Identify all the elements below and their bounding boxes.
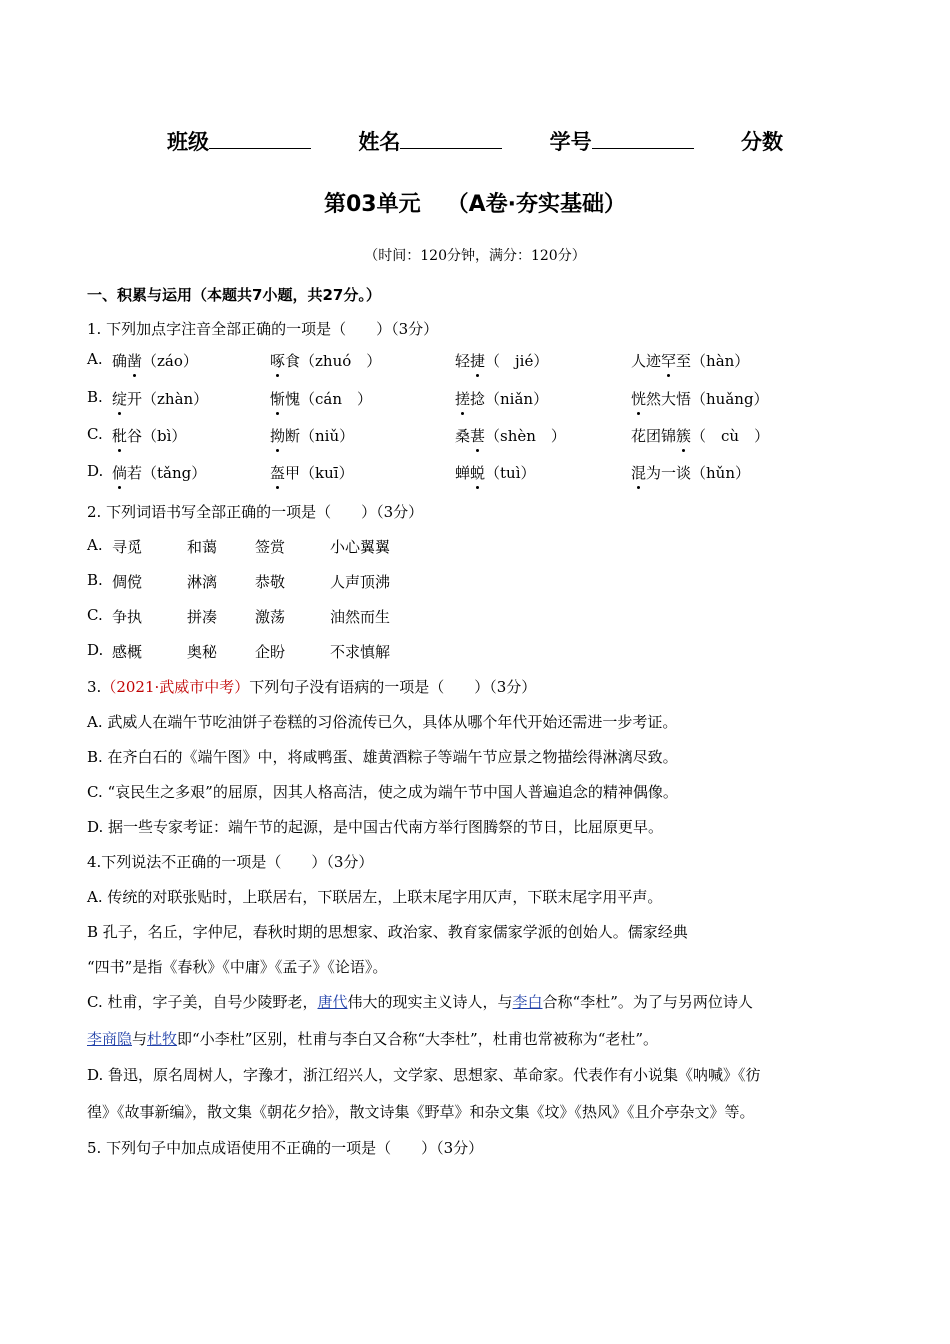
question-1-option [87, 388, 769, 408]
dotted-character: 搓 [455, 390, 471, 408]
option-word: 签赏 [255, 538, 286, 556]
question-5-stem: 5. 下列句子中加点成语使用不正确的一项是（ ）（3分） [87, 1139, 484, 1157]
question-2-option [87, 571, 391, 591]
question-4-stem: 4.下列说法不正确的一项是（ ）（3分） [87, 853, 374, 871]
option-word: 激荡 [255, 608, 286, 626]
question-3-stem: 3.（2021·武威市中考）下列句子没有语病的一项是（ ）（3分） [87, 678, 537, 696]
item-pinyin: 愧（cán ） [285, 390, 373, 408]
question-3-option-b: B. 在齐白石的《端午图》中，将咸鸭蛋、雄黄酒粽子等端午节应景之物描绘得淋漓尽致。 [87, 748, 678, 766]
pinyin-item [631, 462, 750, 483]
item-pinyin: （ jié） [485, 352, 549, 370]
option-label: C. [87, 606, 103, 624]
item-pinyin: （záo） [142, 352, 198, 370]
pinyin-item [112, 388, 208, 409]
pinyin-item [455, 462, 536, 483]
option-word: 感概 [112, 643, 143, 661]
option-label: C. [87, 425, 103, 443]
question-3-option-a: A. 武威人在端午节吃油饼子卷糕的习俗流传已久，具体从哪个年代开始还需进一步考证。 [87, 713, 678, 731]
name-blank [400, 130, 502, 149]
link-li-bai[interactable]: 李白 [512, 993, 543, 1011]
dotted-character: 簇 [676, 427, 692, 445]
dotted-character: 倘 [112, 464, 128, 482]
option-word: 油然而生 [330, 608, 391, 626]
pinyin-item [455, 350, 548, 371]
option-word: 倜傥 [112, 573, 143, 591]
item-pinyin: 断（niǔ） [285, 427, 355, 445]
pinyin-item [631, 425, 769, 446]
option-word: 奥秘 [187, 643, 218, 661]
pinyin-item [112, 425, 186, 446]
option-word: 人声顶沸 [330, 573, 391, 591]
dotted-character: 凿 [127, 352, 143, 370]
option-word: 淋漓 [187, 573, 218, 591]
link-li-shangyin[interactable]: 李商隐 [87, 1030, 133, 1048]
pinyin-item [270, 388, 372, 409]
question-4-option-a: A. 传统的对联张贴时，上联居右，下联居左，上联末尾字用仄声，下联末尾字用平声。 [87, 888, 663, 906]
section-heading: 一、积累与运用（本题共7小题，共27分。） [87, 286, 381, 304]
link-du-mu[interactable]: 杜牧 [147, 1030, 178, 1048]
item-pinyin: 为一谈（hǔn） [646, 464, 750, 482]
dotted-character: 恍 [631, 390, 647, 408]
option-label: D. [87, 641, 104, 659]
pinyin-item [270, 425, 354, 446]
option-word: 不求慎解 [330, 643, 391, 661]
question-4-option-d-line1: D. 鲁迅，原名周树人，字豫才，浙江绍兴人，文学家、思想家、革命家。代表作有小说集《呐喊》《彷 [87, 1066, 761, 1084]
score-field: 分数 [740, 130, 783, 154]
item-pinyin: 捻（niǎn） [470, 390, 549, 408]
item-text: 轻 [455, 352, 471, 370]
question-4-option-b-line2: “四书”是指《春秋》《中庸》《孟子》《论语》。 [87, 958, 388, 976]
item-pinyin: 谷（bì） [127, 427, 187, 445]
dotted-character: 捷 [470, 352, 486, 370]
pinyin-item [270, 350, 381, 371]
item-pinyin: （tuì） [485, 464, 536, 482]
pinyin-item [631, 388, 769, 409]
question-1-stem: 1. 下列加点字注音全部正确的一项是（ ）（3分） [87, 320, 439, 338]
student-id-blank [592, 130, 694, 149]
name-field[interactable]: 姓名 [358, 126, 502, 156]
exam-time-info: （时间：120分钟，满分：120分） [364, 248, 586, 264]
page-title: 第03单元 （A卷·夯实基础） [323, 192, 626, 217]
item-text: 确 [112, 352, 128, 370]
student-id-field[interactable]: 学号 [550, 126, 694, 156]
question-2-option [87, 606, 391, 626]
option-word: 恭敬 [255, 573, 286, 591]
option-word: 小心翼翼 [330, 538, 391, 556]
link-tang-dynasty[interactable]: 唐代 [317, 993, 348, 1011]
pinyin-item [631, 350, 749, 371]
question-2-option [87, 536, 391, 556]
item-pinyin: 开（zhàn） [127, 390, 209, 408]
option-word: 寻觅 [112, 538, 143, 556]
dotted-character: 惭 [270, 390, 286, 408]
class-blank [209, 130, 311, 149]
question-1-option [87, 462, 750, 482]
dotted-character: 混 [631, 464, 647, 482]
item-pinyin: 食（zhuó ） [285, 352, 382, 370]
question-3-option-d: D. 据一些专家考证：端午节的起源，是中国古代南方举行图腾祭的节日，比屈原更早。 [87, 818, 664, 836]
option-word: 企盼 [255, 643, 286, 661]
item-text: 花团锦 [631, 427, 677, 445]
item-pinyin: 然大悟（huǎng） [646, 390, 769, 408]
item-text: 蝉 [455, 464, 471, 482]
option-label: A. [87, 350, 103, 368]
dotted-character: 蜕 [470, 464, 486, 482]
dotted-character: 罕 [661, 352, 677, 370]
dotted-character: 葚 [470, 427, 486, 445]
dotted-character: 拗 [270, 427, 286, 445]
option-word: 拼凑 [187, 608, 218, 626]
option-label: A. [87, 536, 103, 554]
question-4-option-d-line2: 徨》《故事新编》，散文集《朝花夕拾》，散文诗集《野草》和杂文集《坟》《热风》《且介亭杂文》等。 [87, 1103, 755, 1121]
dotted-character: 绽 [112, 390, 128, 408]
pinyin-item [270, 462, 354, 483]
item-text: 人迹 [631, 352, 662, 370]
item-text: 桑 [455, 427, 471, 445]
option-label: B. [87, 388, 103, 406]
dotted-character: 啄 [270, 352, 286, 370]
question-4-option-c-line2: 李商隐与杜牧即“小李杜”区别，杜甫与李白又合称“大李杜”，杜甫也常被称为“老杜”。 [87, 1030, 659, 1048]
dotted-character: 盔 [270, 464, 286, 482]
option-label: B. [87, 571, 103, 589]
question-1-option [87, 425, 770, 445]
item-pinyin: 若（tǎng） [127, 464, 207, 482]
pinyin-item [455, 388, 548, 409]
option-word: 争执 [112, 608, 143, 626]
item-pinyin: （ cù ） [691, 427, 770, 445]
item-pinyin: 甲（kuī） [285, 464, 354, 482]
dotted-character: 秕 [112, 427, 128, 445]
class-field[interactable]: 班级 [167, 126, 311, 156]
question-4-option-b-line1: B 孔子，名丘，字仲尼，春秋时期的思想家、政治家、教育家儒家学派的创始人。儒家经典 [87, 923, 688, 941]
option-label: D. [87, 462, 104, 480]
option-word: 和蔼 [187, 538, 218, 556]
question-2-stem: 2. 下列词语书写全部正确的一项是（ ）（3分） [87, 503, 424, 521]
question-1-option [87, 350, 750, 370]
pinyin-item [112, 350, 198, 371]
item-pinyin: （shèn ） [485, 427, 566, 445]
question-3-option-c: C. “哀民生之多艰”的屈原，因其人格高洁，使之成为端午节中国人普遍追念的精神偶像。 [87, 783, 678, 801]
question-2-option [87, 641, 391, 661]
question-4-option-c-line1: C. 杜甫，字子美，自号少陵野老，唐代伟大的现实主义诗人，与李白合称“李杜”。为了与另两位诗人 [87, 993, 753, 1011]
pinyin-item [112, 462, 206, 483]
item-pinyin: 至（hàn） [676, 352, 750, 370]
question-source: （2021·武威市中考） [101, 678, 250, 696]
pinyin-item [455, 425, 566, 446]
student-info-header [0, 126, 950, 156]
